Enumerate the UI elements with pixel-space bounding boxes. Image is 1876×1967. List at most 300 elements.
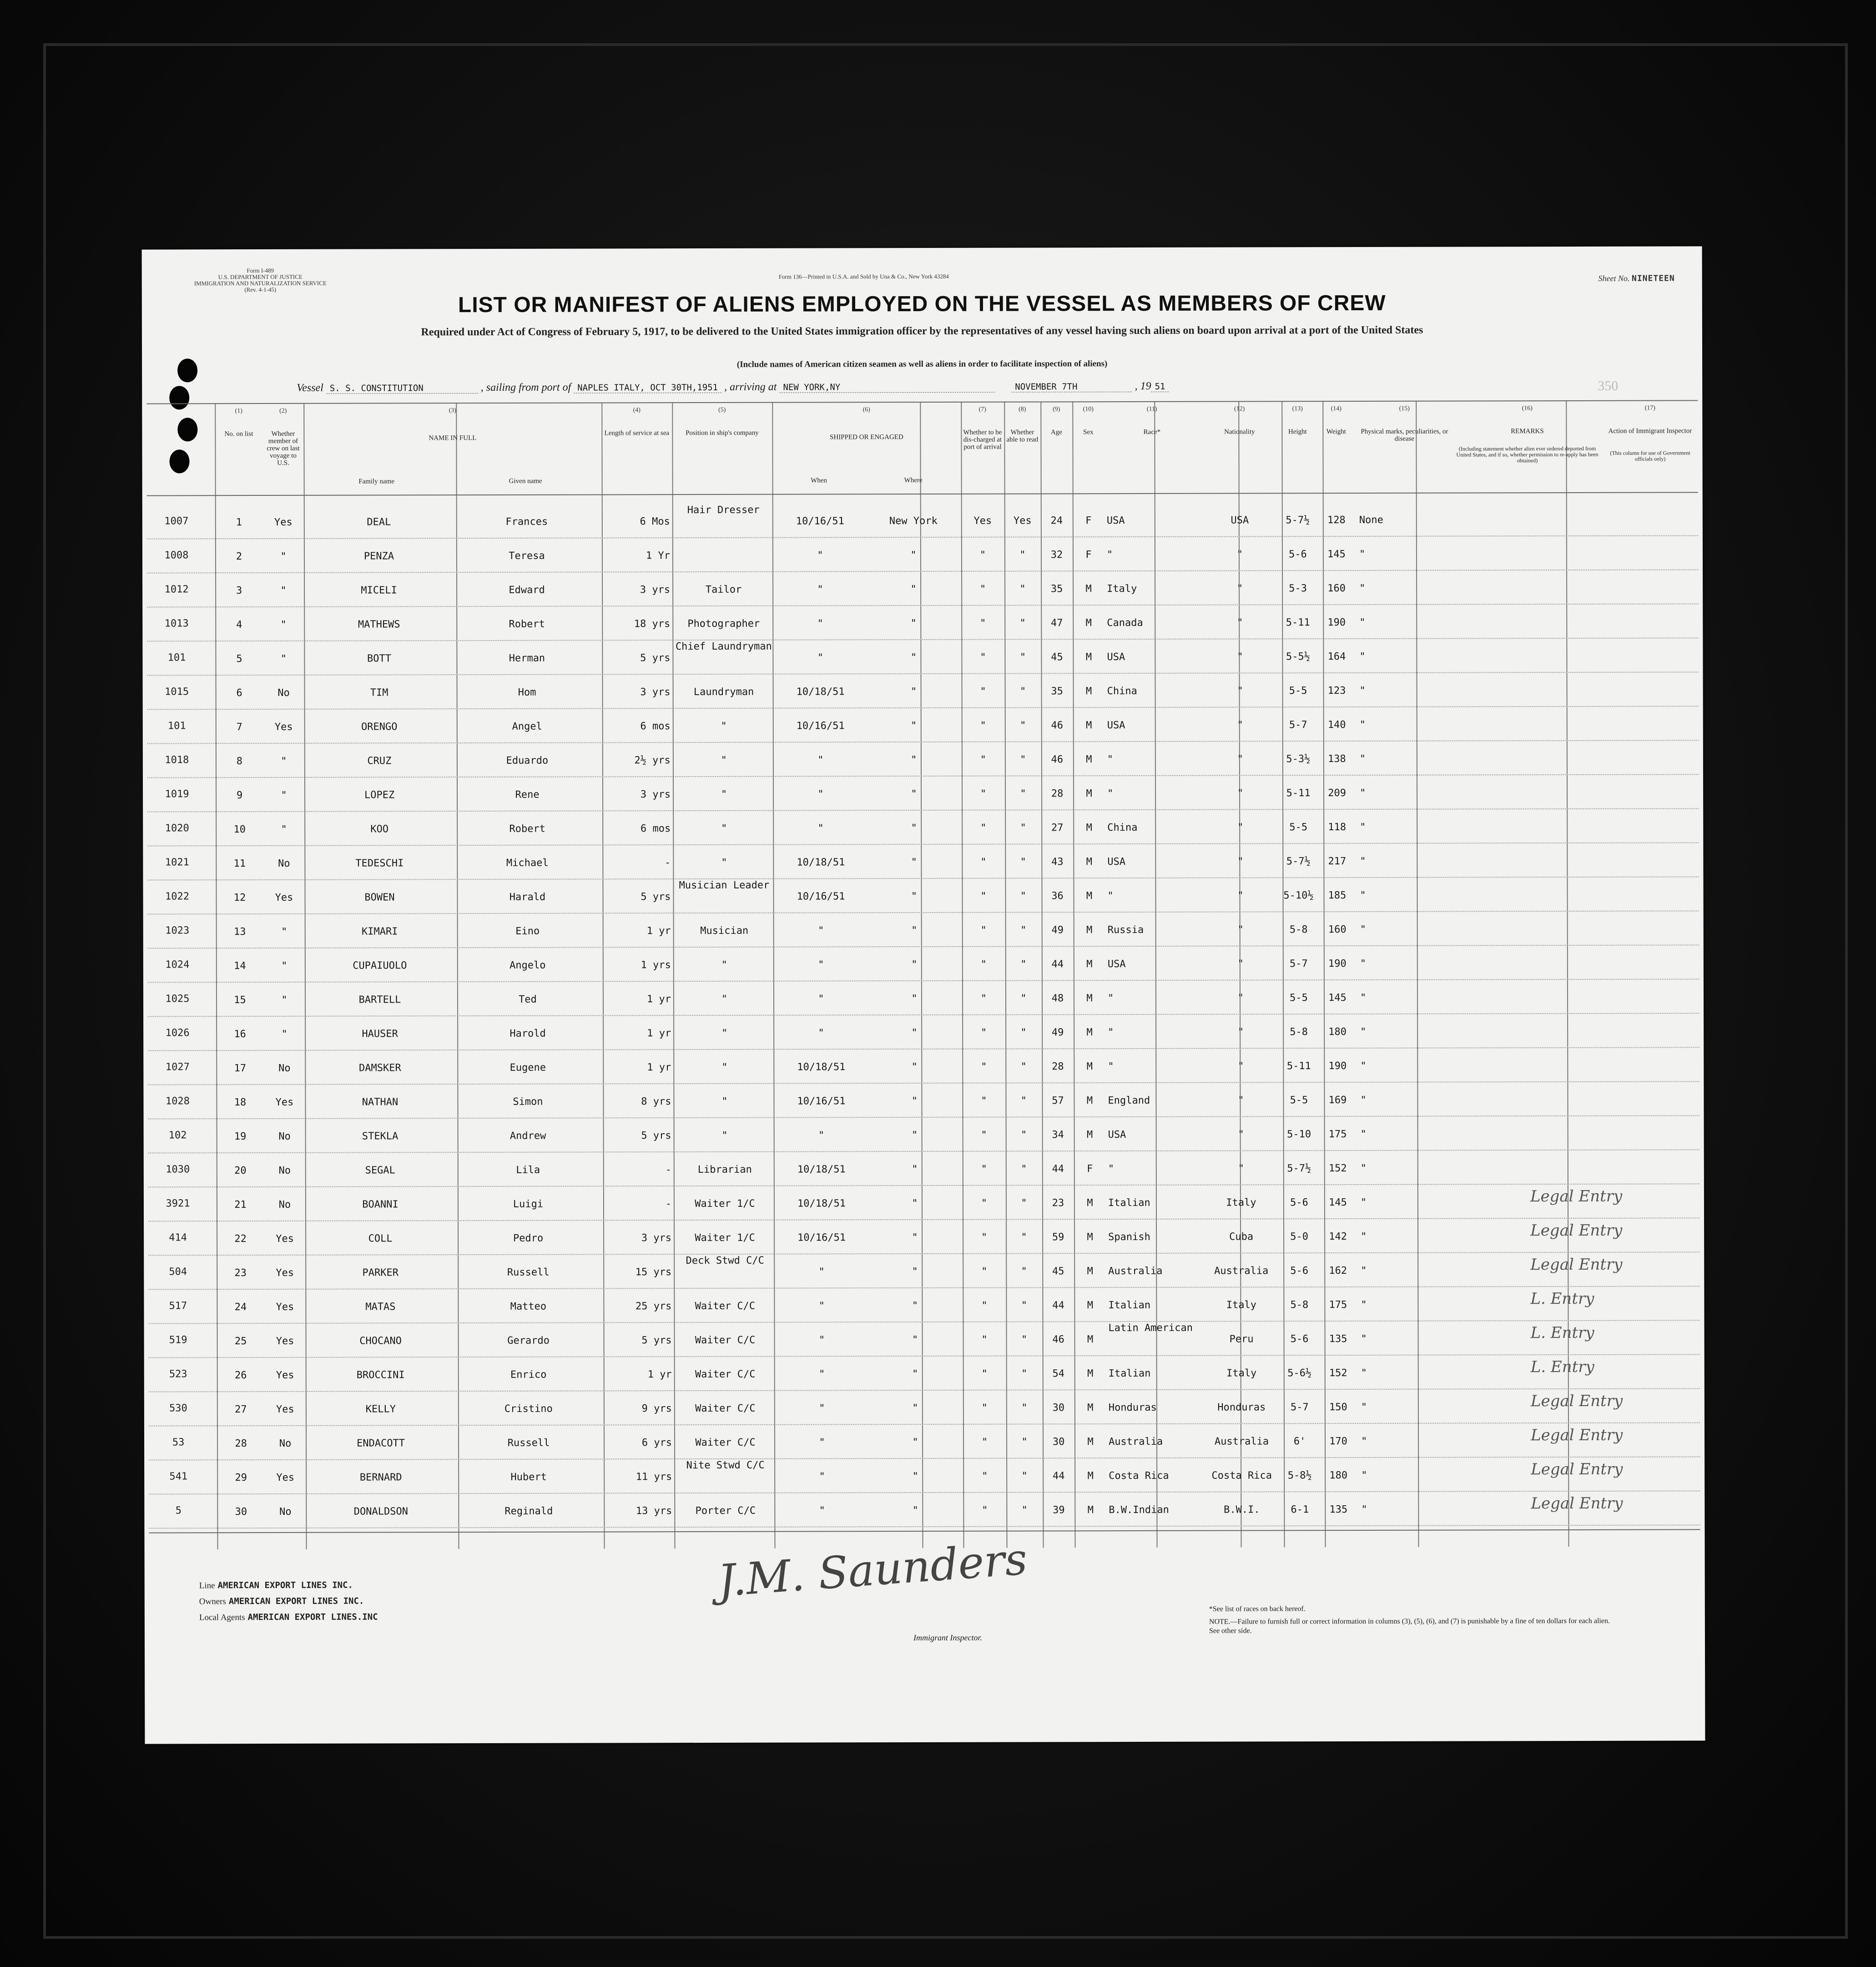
cell-nat: " bbox=[1238, 1163, 1244, 1175]
table-row bbox=[147, 637, 1698, 676]
cell-disch: " bbox=[980, 856, 987, 868]
cell-marks: " bbox=[1359, 753, 1366, 765]
cell-service: 5 yrs bbox=[640, 652, 671, 664]
cell-nat: Italy bbox=[1226, 1367, 1257, 1379]
cell-disch: " bbox=[980, 720, 986, 731]
cell-no: 11 bbox=[233, 858, 246, 870]
cell-race: Costa Rica bbox=[1109, 1470, 1169, 1482]
cell-when: " bbox=[819, 1402, 825, 1414]
table-row bbox=[147, 671, 1699, 710]
cell-race: " bbox=[1108, 1061, 1114, 1073]
table-row bbox=[147, 535, 1698, 573]
cell-sex: M bbox=[1086, 822, 1092, 834]
cell-service: 3 yrs bbox=[640, 789, 671, 801]
cell-no: 8 bbox=[236, 756, 243, 767]
cell-height: 5-5½ bbox=[1286, 651, 1310, 663]
cell-weight: 190 bbox=[1328, 958, 1346, 970]
column-header-action: Action of Immigrant Inspector bbox=[1608, 427, 1692, 435]
page-count: 350 bbox=[1598, 378, 1619, 393]
cell-last: " bbox=[281, 960, 287, 972]
cell-nat: " bbox=[1237, 924, 1244, 936]
cell-age: 54 bbox=[1052, 1368, 1065, 1380]
column-header-sex: Sex bbox=[1083, 429, 1094, 436]
cell-sex: M bbox=[1087, 1436, 1094, 1448]
table-row bbox=[148, 1081, 1699, 1119]
cell-read: " bbox=[1021, 1402, 1028, 1414]
cell-disch: " bbox=[979, 549, 986, 561]
cell-read: " bbox=[1020, 958, 1027, 970]
cell-when: " bbox=[818, 1027, 824, 1039]
cell-given: Luigi bbox=[513, 1198, 544, 1210]
cell-sex: M bbox=[1086, 1061, 1093, 1073]
column-header-remarks: REMARKS bbox=[1511, 428, 1544, 435]
cell-where: New York bbox=[889, 515, 938, 527]
cell-sex: M bbox=[1086, 720, 1092, 731]
cell-where: " bbox=[912, 1164, 918, 1175]
cell-service: 6 Mos bbox=[640, 516, 670, 528]
cell-family: TIM bbox=[370, 687, 388, 699]
cell-race: Australia bbox=[1108, 1265, 1163, 1277]
cell-position: Nite Stwd C/C bbox=[686, 1459, 765, 1472]
cell-last: " bbox=[281, 755, 287, 767]
cell-weight: 169 bbox=[1328, 1094, 1347, 1106]
column-number: (8) bbox=[1019, 406, 1026, 413]
cell-where: " bbox=[912, 1505, 919, 1517]
table-row bbox=[148, 1047, 1699, 1085]
arrival-date: NOVEMBER 7TH bbox=[1011, 382, 1132, 393]
cell-last: No bbox=[278, 1130, 291, 1142]
cell-disch: " bbox=[982, 1504, 988, 1516]
column-number: (6) bbox=[862, 406, 870, 414]
column-number: (14) bbox=[1331, 405, 1341, 413]
cell-when: " bbox=[817, 788, 824, 800]
cell-disch: " bbox=[980, 788, 987, 800]
cell-given: Frances bbox=[505, 516, 548, 528]
cell-age: 39 bbox=[1053, 1504, 1065, 1516]
cell-where: " bbox=[911, 891, 918, 903]
cell-last: " bbox=[280, 550, 287, 562]
column-number: (12) bbox=[1234, 405, 1245, 413]
cell-no: 5 bbox=[236, 653, 242, 665]
cell-height: 5-3 bbox=[1289, 583, 1307, 595]
cell-age: 30 bbox=[1052, 1436, 1065, 1448]
cell-where: " bbox=[911, 822, 917, 834]
cell-no: 27 bbox=[235, 1404, 247, 1416]
cell-disch: " bbox=[980, 993, 987, 1004]
cell-weight: 164 bbox=[1327, 651, 1346, 663]
table-bottom-rule bbox=[149, 1529, 1700, 1533]
cell-nat: B.W.I. bbox=[1224, 1504, 1260, 1516]
cell-position: Tailor bbox=[705, 584, 742, 596]
cell-read: " bbox=[1021, 1300, 1028, 1311]
cell-last: Yes bbox=[274, 516, 292, 528]
table-row bbox=[147, 569, 1698, 607]
table-row bbox=[147, 808, 1699, 846]
cell-race: " bbox=[1108, 1163, 1115, 1175]
cell-service: 5 yrs bbox=[641, 1130, 671, 1142]
cell-when: " bbox=[817, 754, 824, 766]
cell-weight: 135 bbox=[1329, 1504, 1348, 1516]
cell-when: 10/18/51 bbox=[797, 1198, 846, 1210]
cell-age: 48 bbox=[1051, 993, 1064, 1004]
cell-marks: " bbox=[1360, 1196, 1367, 1208]
cell-age: 49 bbox=[1051, 1027, 1064, 1039]
cell-when: " bbox=[819, 1437, 825, 1448]
cell-given: Pedro bbox=[513, 1232, 544, 1244]
cell-where: " bbox=[911, 993, 918, 1005]
column-header-length-service: Length of service at sea bbox=[604, 429, 670, 437]
cell-last: Yes bbox=[275, 892, 293, 903]
cell-when: " bbox=[818, 959, 824, 971]
cell-age: 35 bbox=[1051, 686, 1063, 697]
cell-when: 10/16/51 bbox=[797, 1232, 846, 1244]
cell-service: 13 yrs bbox=[635, 1505, 672, 1517]
table-row bbox=[147, 876, 1699, 914]
cell-sex: M bbox=[1087, 1504, 1094, 1516]
cell-disch: " bbox=[981, 1027, 987, 1039]
cell-position: Musician bbox=[700, 925, 749, 937]
column-number: (15) bbox=[1399, 405, 1410, 412]
races-note: *See list of races on back hereof. bbox=[1209, 1605, 1306, 1613]
cell-service: 3 yrs bbox=[640, 584, 671, 596]
form-id: Form I-489 bbox=[247, 267, 274, 274]
column-number: (2) bbox=[279, 407, 287, 414]
cell-weight: 140 bbox=[1327, 719, 1346, 731]
cell-position: Waiter C/C bbox=[695, 1368, 756, 1381]
manifest-sheet bbox=[142, 246, 1705, 1744]
cell-disch: " bbox=[981, 1095, 987, 1107]
cell-no: 20 bbox=[234, 1165, 247, 1177]
cell-given: Hubert bbox=[510, 1471, 547, 1483]
cell-height: 5-6 bbox=[1290, 1197, 1308, 1209]
cell-position: " bbox=[721, 959, 728, 971]
cell-when: " bbox=[818, 1300, 825, 1312]
cell-weight: 185 bbox=[1328, 890, 1346, 902]
cell-family: STEKLA bbox=[362, 1130, 398, 1142]
column-header-nationality: Nationality bbox=[1224, 428, 1255, 436]
cell-where: " bbox=[912, 1437, 918, 1448]
cell-race: China bbox=[1107, 822, 1138, 834]
cell-given: Cristino bbox=[504, 1403, 553, 1415]
cell-given: Edward bbox=[509, 584, 545, 596]
year-prefix: , 19 bbox=[1135, 380, 1151, 393]
cell-height: 5-5 bbox=[1290, 992, 1308, 1004]
column-header-physical: Physical marks, peculiarities, or disease bbox=[1361, 428, 1448, 443]
cell-height: 5-5 bbox=[1290, 1094, 1308, 1106]
fine-note: NOTE.—Failure to furnish full or correct information in columns (3), (5), (6), and (7) is punishable by a fine of ten dollars for each alien. See other side. bbox=[1209, 1617, 1610, 1635]
cell-family: ORENGO bbox=[361, 721, 398, 733]
handwritten-remark: Legal Entry bbox=[1531, 1494, 1623, 1513]
cell-nat: Australia bbox=[1214, 1436, 1269, 1448]
cell-read: " bbox=[1021, 1470, 1028, 1482]
cell-where: " bbox=[911, 1095, 918, 1107]
cell-family: HAUSER bbox=[362, 1028, 398, 1040]
column-header-race: Race* bbox=[1143, 428, 1161, 436]
cell-marks: " bbox=[1360, 1026, 1367, 1038]
cell-where: " bbox=[910, 686, 917, 698]
cell-height: 6-1 bbox=[1291, 1504, 1309, 1516]
cell-sex: M bbox=[1086, 788, 1092, 800]
cell-position: " bbox=[721, 754, 727, 766]
cell-marks: " bbox=[1359, 719, 1366, 731]
cell-race: Italian bbox=[1108, 1299, 1151, 1311]
ledger-number: 1007 bbox=[164, 515, 189, 527]
table-row bbox=[148, 978, 1699, 1017]
ledger-number: 102 bbox=[168, 1130, 187, 1141]
cell-disch: " bbox=[981, 1402, 988, 1414]
table-row bbox=[148, 910, 1699, 948]
cell-marks: " bbox=[1361, 1231, 1367, 1242]
cell-nat: " bbox=[1238, 1129, 1244, 1140]
cell-no: 2 bbox=[236, 551, 242, 563]
cell-no: 29 bbox=[235, 1472, 247, 1484]
departure-port: NAPLES ITALY, OCT 30TH,1951 bbox=[574, 383, 721, 393]
cell-given: Russell bbox=[507, 1266, 550, 1278]
cell-given: Eduardo bbox=[506, 755, 549, 767]
handwritten-remark: Legal Entry bbox=[1530, 1187, 1623, 1206]
cell-sex: M bbox=[1087, 1334, 1094, 1346]
cell-position: Deck Stwd C/C bbox=[686, 1255, 764, 1267]
cell-nat: " bbox=[1238, 1026, 1244, 1038]
cell-when: " bbox=[818, 1266, 825, 1278]
cell-marks: " bbox=[1361, 1333, 1367, 1345]
cell-given: Gerardo bbox=[507, 1335, 550, 1347]
table-row bbox=[147, 774, 1699, 812]
cell-where: " bbox=[912, 1368, 918, 1380]
cell-no: 7 bbox=[236, 721, 242, 733]
cell-last: Yes bbox=[276, 1267, 294, 1279]
cell-where: " bbox=[911, 1027, 918, 1039]
cell-marks: " bbox=[1361, 1299, 1367, 1311]
cell-disch: " bbox=[981, 1163, 987, 1175]
cell-when: " bbox=[817, 584, 823, 595]
column-number: (3) bbox=[449, 407, 456, 414]
cell-read: " bbox=[1021, 1436, 1028, 1448]
handwritten-remark: Legal Entry bbox=[1530, 1426, 1623, 1445]
cell-weight: 160 bbox=[1327, 583, 1346, 595]
cell-family: CHOCANO bbox=[359, 1335, 402, 1347]
cell-last: Yes bbox=[276, 1403, 294, 1415]
footer-lines bbox=[199, 1578, 378, 1626]
cell-age: 46 bbox=[1052, 1334, 1064, 1346]
cell-disch: " bbox=[981, 1231, 988, 1243]
cell-when: 10/16/51 bbox=[796, 515, 844, 527]
cell-weight: 152 bbox=[1329, 1367, 1347, 1379]
cell-no: 12 bbox=[233, 892, 246, 904]
cell-marks: " bbox=[1360, 855, 1366, 867]
cell-position: " bbox=[721, 1027, 728, 1039]
cell-no: 19 bbox=[234, 1131, 247, 1143]
cell-family: BOANNI bbox=[362, 1199, 398, 1210]
cell-where: " bbox=[911, 959, 918, 971]
cell-position: " bbox=[721, 857, 727, 868]
cell-disch: " bbox=[980, 924, 987, 936]
remarks-note: (Including statement whether alien ever ordered deported from United States, and if so, whether permission to re-apply has been obtained) bbox=[1456, 445, 1599, 464]
column-header-name-in-full: NAME IN FULL bbox=[429, 434, 477, 442]
cell-last: No bbox=[277, 687, 290, 699]
cell-nat: " bbox=[1237, 822, 1244, 833]
column-number: (9) bbox=[1053, 406, 1060, 413]
cell-service: 3 yrs bbox=[641, 1232, 672, 1244]
cell-where: " bbox=[911, 857, 918, 868]
table-row bbox=[148, 1149, 1699, 1187]
cell-weight: 123 bbox=[1327, 685, 1346, 697]
cell-race: " bbox=[1108, 1027, 1114, 1039]
cell-sex: M bbox=[1086, 1095, 1093, 1107]
subnote: (Include names of American citizen seamen as well as aliens in order to facilitate inspection of aliens) bbox=[736, 359, 1108, 369]
cell-age: 28 bbox=[1051, 788, 1064, 800]
cell-service: 25 yrs bbox=[635, 1301, 672, 1312]
column-number: (1) bbox=[235, 408, 242, 415]
cell-age: 28 bbox=[1052, 1061, 1064, 1073]
ledger-number: 1030 bbox=[166, 1164, 190, 1175]
cell-service: 15 yrs bbox=[635, 1266, 672, 1278]
cell-last: " bbox=[281, 1028, 287, 1040]
cell-family: DAMSKER bbox=[358, 1062, 401, 1074]
cell-height: 5-6 bbox=[1290, 1333, 1309, 1345]
cell-nat: " bbox=[1237, 617, 1243, 629]
cell-race: USA bbox=[1107, 958, 1126, 970]
cell-where: " bbox=[912, 1232, 918, 1244]
cell-given: Ted bbox=[519, 994, 537, 1005]
cell-read: " bbox=[1020, 822, 1026, 834]
cell-nat: " bbox=[1238, 1060, 1244, 1072]
cell-no: 13 bbox=[233, 926, 246, 938]
cell-last: No bbox=[278, 1165, 291, 1176]
cell-nat: " bbox=[1238, 1094, 1244, 1106]
cell-last: No bbox=[279, 1437, 292, 1449]
cell-marks: " bbox=[1361, 1503, 1367, 1515]
cell-service: 6 mos bbox=[640, 823, 671, 835]
cell-disch: " bbox=[980, 651, 986, 663]
cell-nat: " bbox=[1236, 583, 1243, 595]
table-row bbox=[147, 501, 1698, 539]
cell-when: " bbox=[819, 1505, 826, 1517]
cell-read: " bbox=[1020, 754, 1026, 766]
cell-service: 9 yrs bbox=[641, 1403, 672, 1415]
cell-where: " bbox=[912, 1471, 918, 1483]
cell-age: 44 bbox=[1052, 1163, 1064, 1175]
cell-race: " bbox=[1107, 788, 1114, 800]
cell-race: B.W.Indian bbox=[1109, 1504, 1169, 1516]
cell-given: Enrico bbox=[510, 1369, 547, 1381]
cell-when: 10/16/51 bbox=[797, 891, 845, 903]
cell-age: 32 bbox=[1050, 549, 1063, 561]
cell-sex: M bbox=[1086, 958, 1093, 970]
service: IMMIGRATION AND NATURALIZATION SERVICE bbox=[194, 279, 327, 287]
cell-last: No bbox=[279, 1506, 292, 1518]
cell-age: 59 bbox=[1052, 1231, 1064, 1243]
cell-age: 57 bbox=[1052, 1095, 1064, 1107]
cell-no: 15 bbox=[234, 994, 246, 1006]
cell-height: 5-6½ bbox=[1287, 1367, 1312, 1379]
cell-height: 5-11 bbox=[1286, 617, 1310, 629]
cell-when: 10/18/51 bbox=[797, 857, 845, 868]
vessel-label: Vessel bbox=[297, 382, 323, 394]
cell-disch: " bbox=[981, 1300, 988, 1311]
cell-no: 1 bbox=[236, 517, 242, 529]
cell-given: Simon bbox=[513, 1096, 543, 1108]
cell-service: 1 yr bbox=[647, 994, 671, 1005]
cell-nat: " bbox=[1237, 890, 1244, 902]
vessel-name: S. S. CONSTITUTION bbox=[326, 383, 478, 394]
cell-weight: 128 bbox=[1327, 514, 1346, 526]
cell-marks: " bbox=[1359, 582, 1366, 594]
handwritten-remark: Legal Entry bbox=[1530, 1221, 1623, 1240]
cell-sex: M bbox=[1086, 1027, 1093, 1039]
cell-sex: M bbox=[1085, 583, 1092, 595]
cell-position: Librarian bbox=[697, 1164, 752, 1176]
cell-family: DEAL bbox=[367, 516, 391, 528]
ledger-number: 1022 bbox=[165, 891, 190, 903]
cell-position: Musician Leader bbox=[679, 879, 770, 892]
manifest-table bbox=[146, 400, 1700, 1549]
cell-sex: M bbox=[1086, 890, 1093, 902]
cell-sex: M bbox=[1087, 1266, 1093, 1277]
column-number: (4) bbox=[633, 407, 640, 414]
cell-nat: " bbox=[1237, 856, 1244, 867]
page-title: LIST OR MANIFEST OF ALIENS EMPLOYED ON THE VESSEL AS MEMBERS OF CREW bbox=[458, 291, 1386, 318]
ledger-number: 1015 bbox=[165, 686, 189, 698]
line-label: Line bbox=[199, 1581, 215, 1591]
cell-given: Robert bbox=[509, 618, 545, 630]
cell-position: Waiter C/C bbox=[695, 1437, 756, 1449]
cell-family: NATHAN bbox=[362, 1096, 398, 1108]
ledger-number: 3921 bbox=[166, 1198, 190, 1210]
cell-disch: " bbox=[980, 822, 987, 834]
cell-where: " bbox=[912, 1334, 918, 1346]
cell-last: Yes bbox=[275, 1096, 294, 1108]
cell-given: Harald bbox=[509, 891, 546, 903]
cell-position: " bbox=[721, 1130, 728, 1141]
cell-age: 44 bbox=[1052, 1470, 1065, 1482]
column-number: (7) bbox=[978, 406, 986, 413]
cell-weight: 145 bbox=[1328, 992, 1346, 1004]
cell-weight: 160 bbox=[1328, 924, 1346, 936]
cell-height: 5-7 bbox=[1289, 719, 1307, 731]
cell-when: 10/16/51 bbox=[796, 720, 845, 732]
cell-disch: " bbox=[980, 958, 987, 970]
cell-nat: Italy bbox=[1226, 1299, 1257, 1311]
cell-given: Eugene bbox=[509, 1062, 546, 1074]
table-row bbox=[149, 1320, 1700, 1358]
cell-when: " bbox=[817, 550, 823, 561]
cell-height: 5-7½ bbox=[1286, 856, 1311, 867]
printer-line: Form 136—Printed in U.S.A. and Sold by Una & Co., New York 43284 bbox=[778, 272, 949, 280]
cell-no: 28 bbox=[235, 1438, 247, 1450]
cell-sex: M bbox=[1087, 1231, 1093, 1243]
cell-age: 30 bbox=[1052, 1402, 1065, 1414]
cell-last: Yes bbox=[276, 1472, 295, 1483]
cell-height: 5-8½ bbox=[1287, 1470, 1312, 1482]
cell-weight: 175 bbox=[1328, 1129, 1347, 1140]
subheader-when: When bbox=[811, 477, 827, 484]
ledger-number: 1012 bbox=[164, 584, 189, 595]
ledger-number: 1008 bbox=[164, 550, 189, 561]
cell-last: Yes bbox=[274, 721, 293, 733]
cell-weight: 152 bbox=[1328, 1163, 1347, 1175]
cell-weight: 145 bbox=[1327, 549, 1346, 560]
column-header-weight: Weight bbox=[1326, 428, 1346, 436]
cell-family: CRUZ bbox=[367, 755, 392, 767]
cell-weight: 190 bbox=[1327, 617, 1346, 629]
form-identifier bbox=[194, 267, 327, 293]
cell-weight: 145 bbox=[1329, 1197, 1347, 1209]
cell-family: BOTT bbox=[367, 653, 391, 665]
ledger-number: 530 bbox=[169, 1402, 187, 1414]
cell-marks: " bbox=[1361, 1367, 1367, 1379]
header-bottom-rule bbox=[147, 492, 1698, 496]
